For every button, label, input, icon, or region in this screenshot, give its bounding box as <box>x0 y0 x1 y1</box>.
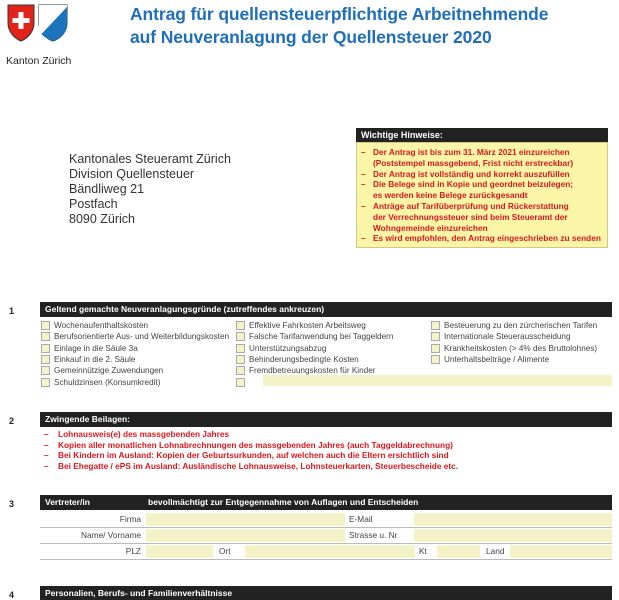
reason-option[interactable] <box>41 376 229 387</box>
title-line-1: Antrag für quellensteuerpflichtige Arbeitnehmende <box>130 4 549 24</box>
ort-label: Ort <box>219 546 231 556</box>
checkbox-column <box>41 320 229 388</box>
recipient-address <box>69 152 231 227</box>
checkbox[interactable] <box>236 321 245 330</box>
checkbox-label: Schuldzinsen (Konsumkredit) <box>54 377 161 387</box>
title-line-2: auf Neuveranlagung der Quellensteuer 2020 <box>130 27 492 47</box>
attachments-list <box>44 429 458 471</box>
kt-label: Kt <box>419 546 427 556</box>
address-line: 8090 Zürich <box>69 212 136 226</box>
reason-option[interactable] <box>236 331 393 342</box>
checkbox[interactable] <box>41 332 50 341</box>
checkbox[interactable] <box>236 332 245 341</box>
note-line <box>361 169 603 180</box>
checkbox[interactable] <box>236 366 245 375</box>
reason-option[interactable] <box>41 354 229 365</box>
note-line <box>361 179 603 190</box>
section-header-attachments: Zwingende Beilagen: <box>40 412 612 427</box>
other-reason-field[interactable] <box>263 375 612 386</box>
form-row <box>40 513 612 526</box>
checkbox[interactable] <box>431 344 440 353</box>
firma-input[interactable] <box>146 513 345 526</box>
checkbox-label: Besteuerung zu den zürcherischen Tarifen <box>444 321 598 331</box>
checkbox-label: Einkauf in die 2. Säule <box>54 355 136 365</box>
divider <box>40 559 612 560</box>
checkbox[interactable] <box>41 366 50 375</box>
reason-option[interactable] <box>236 354 393 365</box>
form-row <box>40 529 612 542</box>
note-text: Der Antrag ist vollständig und korrekt auszufüllen <box>373 168 570 179</box>
section-header-representative <box>40 495 612 510</box>
checkbox-label: Einlage in die Säule 3a <box>54 343 138 353</box>
street-label: Strasse u. Nr <box>349 530 398 540</box>
section-number: 2 <box>9 416 15 426</box>
email-label: E-Mail <box>349 514 373 524</box>
dash-bullet <box>361 158 373 169</box>
note-text: es werden keine Belege zurückgesandt <box>373 190 528 201</box>
dash-bullet: – <box>361 147 366 157</box>
reason-option[interactable] <box>431 331 597 342</box>
attachment-text: Kopien aller monatlichen Lohnabrechnungen des massgebenden Jahres (auch Taggeldabrechnung) <box>58 439 453 450</box>
attachment-item <box>44 440 458 451</box>
attachment-item <box>44 429 458 440</box>
address-line: Bändliweg 21 <box>69 182 145 196</box>
checkbox-label: Unterhaltsbeiträge / Alimente <box>444 355 550 365</box>
dash-bullet: – <box>44 429 49 439</box>
address-line: Postfach <box>69 197 118 211</box>
note-line <box>361 201 603 212</box>
dash-bullet <box>361 223 373 234</box>
checkbox[interactable] <box>431 332 440 341</box>
dash-bullet: – <box>361 168 366 179</box>
checkbox-label: Unterstützungsabzug <box>249 343 327 353</box>
checkbox[interactable] <box>41 344 50 353</box>
checkbox-label: Effektive Fahrkosten Arbeitsweg <box>249 321 366 331</box>
note-text: Anträge auf Tarifüberprüfung und Rückerstattung <box>373 200 569 211</box>
section-number: 4 <box>9 590 15 600</box>
important-notes-box <box>356 128 608 248</box>
note-text: der Verrechnungssteuer sind beim Steueramt der <box>373 211 568 222</box>
section-header-personal: Personalien, Berufs- und Familienverhältnisse <box>40 586 612 600</box>
section-number: 3 <box>9 499 15 509</box>
checkbox-column <box>431 320 597 365</box>
divider <box>40 527 612 528</box>
dash-bullet: – <box>361 179 366 190</box>
ort-input[interactable] <box>245 545 415 558</box>
notes-body <box>356 142 608 248</box>
reason-option[interactable] <box>41 331 229 342</box>
checkbox[interactable] <box>236 344 245 353</box>
checkbox[interactable] <box>236 378 245 387</box>
plz-input[interactable] <box>146 545 213 558</box>
note-line <box>361 233 603 244</box>
note-text: Der Antrag ist bis zum 31. März 2021 einzureichen <box>373 147 570 157</box>
dash-bullet: – <box>44 450 49 461</box>
reason-option[interactable] <box>236 343 393 354</box>
dash-bullet: – <box>44 460 49 471</box>
reason-option[interactable] <box>41 343 229 354</box>
page-title <box>130 3 548 49</box>
note-line <box>361 190 603 201</box>
reason-option[interactable] <box>431 320 597 331</box>
name-label: Name/ Vorname <box>81 530 141 540</box>
note-text: Die Belege sind in Kopie und geordnet beizulegen; <box>373 179 574 190</box>
attachment-text: Bei Ehegatte / ePS im Ausland: Ausländische Lohnausweise, Lohnsteuerkarten, Steuerbescheide etc. <box>58 460 459 471</box>
address-line: Kantonales Steueramt Zürich <box>69 152 231 166</box>
checkbox-label: Behinderungsbedingte Kosten <box>249 355 359 365</box>
note-text: (Poststempel massgebend, Frist nicht erstreckbar) <box>373 157 574 168</box>
plz-label: PLZ <box>125 546 141 556</box>
note-line <box>361 212 603 223</box>
checkbox-label: Gemeinnützige Zuwendungen <box>54 366 164 376</box>
attachment-text: Lohnausweis(e) des massgebenden Jahres <box>58 429 230 439</box>
reason-option[interactable] <box>41 320 229 331</box>
firma-label: Firma <box>119 514 141 524</box>
canton-logo <box>6 3 70 48</box>
street-input[interactable] <box>414 529 612 542</box>
checkbox[interactable] <box>236 355 245 364</box>
dash-bullet <box>361 212 373 223</box>
reason-option[interactable] <box>431 354 597 365</box>
representative-title: Vertreter/in <box>45 497 90 507</box>
attachment-text: Bei Kindern im Ausland: Kopien der Geburtsurkunden, auf welchen auch die Eltern ersichtlich sind <box>58 450 449 461</box>
checkbox-label: Krankheitskosten (> 4% des Bruttolohnes) <box>444 343 598 353</box>
email-input[interactable] <box>414 513 612 526</box>
dash-bullet: – <box>361 233 366 244</box>
note-line <box>361 158 603 169</box>
attachment-item <box>44 461 458 472</box>
reason-option[interactable] <box>41 365 229 376</box>
canton-label: Kanton Zürich <box>6 55 72 67</box>
dash-bullet: – <box>44 439 49 450</box>
checkbox[interactable] <box>41 355 50 364</box>
section-header-reasons: Geltend gemachte Neuveranlagungsgründe (zutreffendes ankreuzen) <box>40 302 612 317</box>
dash-bullet <box>361 190 373 201</box>
kt-input[interactable] <box>437 545 480 558</box>
checkbox[interactable] <box>41 321 50 330</box>
representative-subtitle: bevollmächtigt zur Entgegennahme von Auflagen und Entscheiden <box>148 497 419 507</box>
note-line <box>361 223 603 234</box>
checkbox[interactable] <box>431 321 440 330</box>
dash-bullet: – <box>361 200 366 211</box>
attachment-item <box>44 450 458 461</box>
divider <box>40 543 612 544</box>
note-line <box>361 147 603 158</box>
land-label: Land <box>486 546 505 556</box>
checkbox-label: Berufsorientierte Aus- und Weiterbildungskosten <box>54 332 230 342</box>
checkbox-label: Falsche Tarifanwendung bei Taggeldern <box>249 332 394 342</box>
reason-option[interactable] <box>236 320 393 331</box>
coat-of-arms-icon <box>6 3 70 43</box>
land-input[interactable] <box>510 545 612 558</box>
section-number: 1 <box>9 306 15 316</box>
notes-heading: Wichtige Hinweise: <box>356 128 608 142</box>
checkbox[interactable] <box>431 355 440 364</box>
checkbox-label: Wochenaufenthaltskosten <box>54 321 149 331</box>
note-text: Es wird empfohlen, den Antrag eingeschrieben zu senden <box>373 233 601 244</box>
form-row <box>40 545 612 558</box>
name-input[interactable] <box>146 529 345 542</box>
checkbox-label: Internationale Steuerausscheidung <box>444 332 571 342</box>
reason-option[interactable] <box>431 343 597 354</box>
address-line: Division Quellensteuer <box>69 167 195 181</box>
checkbox[interactable] <box>41 378 50 387</box>
note-text: Wohngemeinde einzureichen <box>373 222 488 233</box>
checkbox-label: Fremdbetreuungskosten für Kinder <box>249 366 376 376</box>
